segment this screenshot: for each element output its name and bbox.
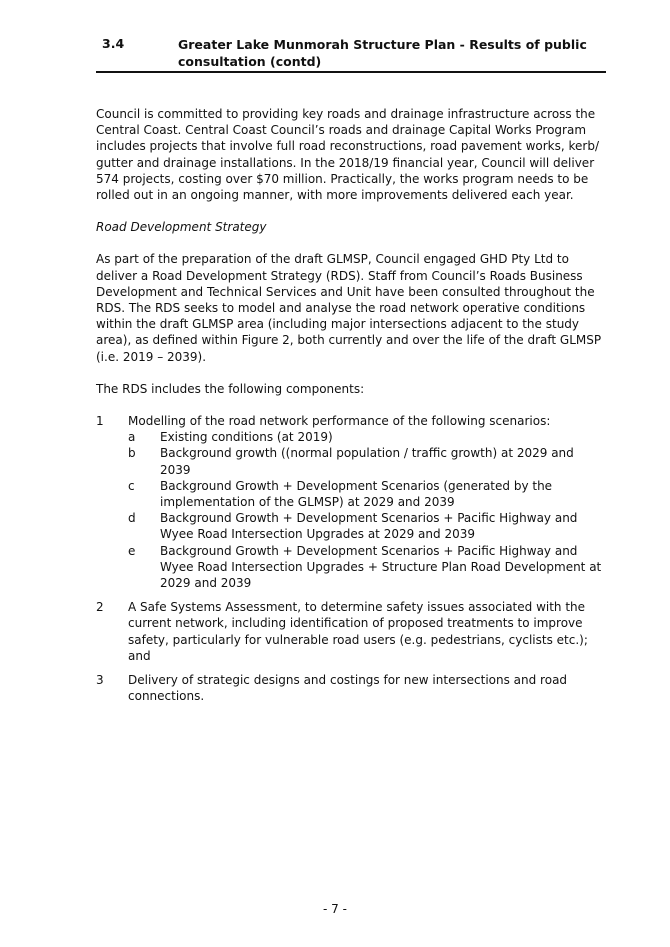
list-item-text: Delivery of strategic designs and costings for new intersections and road connections.	[128, 673, 568, 704]
list-item-text: Modelling of the road network performance of the following scenarios:	[128, 414, 551, 429]
scenarios-sublist	[128, 429, 606, 591]
sublist-item-text: Background Growth + Development Scenarios + Pacific Highway and Wyee Road Intersection Upgrades at 2029 and 2039	[160, 511, 578, 542]
list-item	[96, 672, 606, 704]
list-item	[96, 413, 606, 591]
sublist-item	[128, 445, 606, 477]
sublist-item-letter: e	[128, 543, 136, 558]
section-title: Greater Lake Munmorah Structure Plan - Results of public consultation (contd)	[178, 37, 587, 69]
paragraph-intro: Council is committed to providing key roads and drainage infrastructure across the Central Coast. Central Coast Council’s roads and drainage Capital Works Program includes projects that involve full road reconstructions, road pavement works, kerb/ gutter and drainage installations. In the 2018/19 financial year, Council will deliver 574 projects, costing over $70 million. Practically, the works program needs to be rolled out in an ongoing manner, with more improvements delivered each year.	[96, 107, 599, 203]
sublist-item-letter: d	[128, 511, 136, 526]
list-item-text: A Safe Systems Assessment, to determine safety issues associated with the current network, including identification of proposed treatments to improve safety, particularly for vulnerable road users (e.g. pedestrians, cyclists etc.); and	[128, 600, 588, 663]
list-item-number: 3	[96, 673, 104, 688]
sublist-item-letter: c	[128, 478, 135, 493]
components-list	[96, 413, 606, 704]
document-body	[96, 106, 606, 713]
list-item	[96, 599, 606, 664]
page-number: - 7 -	[323, 902, 347, 916]
sublist-item	[128, 478, 606, 510]
header-divider	[96, 71, 606, 73]
sublist-item-text: Existing conditions (at 2019)	[160, 430, 333, 445]
paragraph-components-intro: The RDS includes the following components:	[96, 381, 365, 396]
sublist-item-text: Background Growth + Development Scenarios (generated by the implementation of the GLMSP) at 2029 and 2039	[160, 478, 553, 510]
sublist-item	[128, 510, 606, 542]
sublist-item-letter: b	[128, 446, 136, 461]
list-item-number: 1	[96, 414, 104, 429]
sublist-item	[128, 429, 606, 445]
list-item-number: 2	[96, 600, 104, 615]
sublist-item-letter: a	[128, 430, 136, 445]
sublist-item-text: Background Growth + Development Scenarios + Pacific Highway and Wyee Road Intersection Upgrades + Structure Plan Road Development at 2029 and 2039	[160, 543, 602, 591]
subheading: Road Development Strategy	[96, 220, 267, 235]
paragraph-rds: As part of the preparation of the draft GLMSP, Council engaged GHD Pty Ltd to deliver a Road Development Strategy (RDS). Staff from Council’s Roads Business Development and Technical Services and Unit have been consulted throughout the RDS. The RDS seeks to model and analyse the road network operative conditions within the draft GLMSP area (including major intersections adjacent to the study area), as defined within Figure 2, both currently and over the life of the draft GLMSP (i.e. 2019 – 2039).	[96, 252, 602, 364]
section-number: 3.4	[102, 36, 125, 51]
sublist-item-text: Background growth ((normal population / traffic growth) at 2029 and 2039	[160, 446, 574, 477]
sublist-item	[128, 543, 606, 592]
